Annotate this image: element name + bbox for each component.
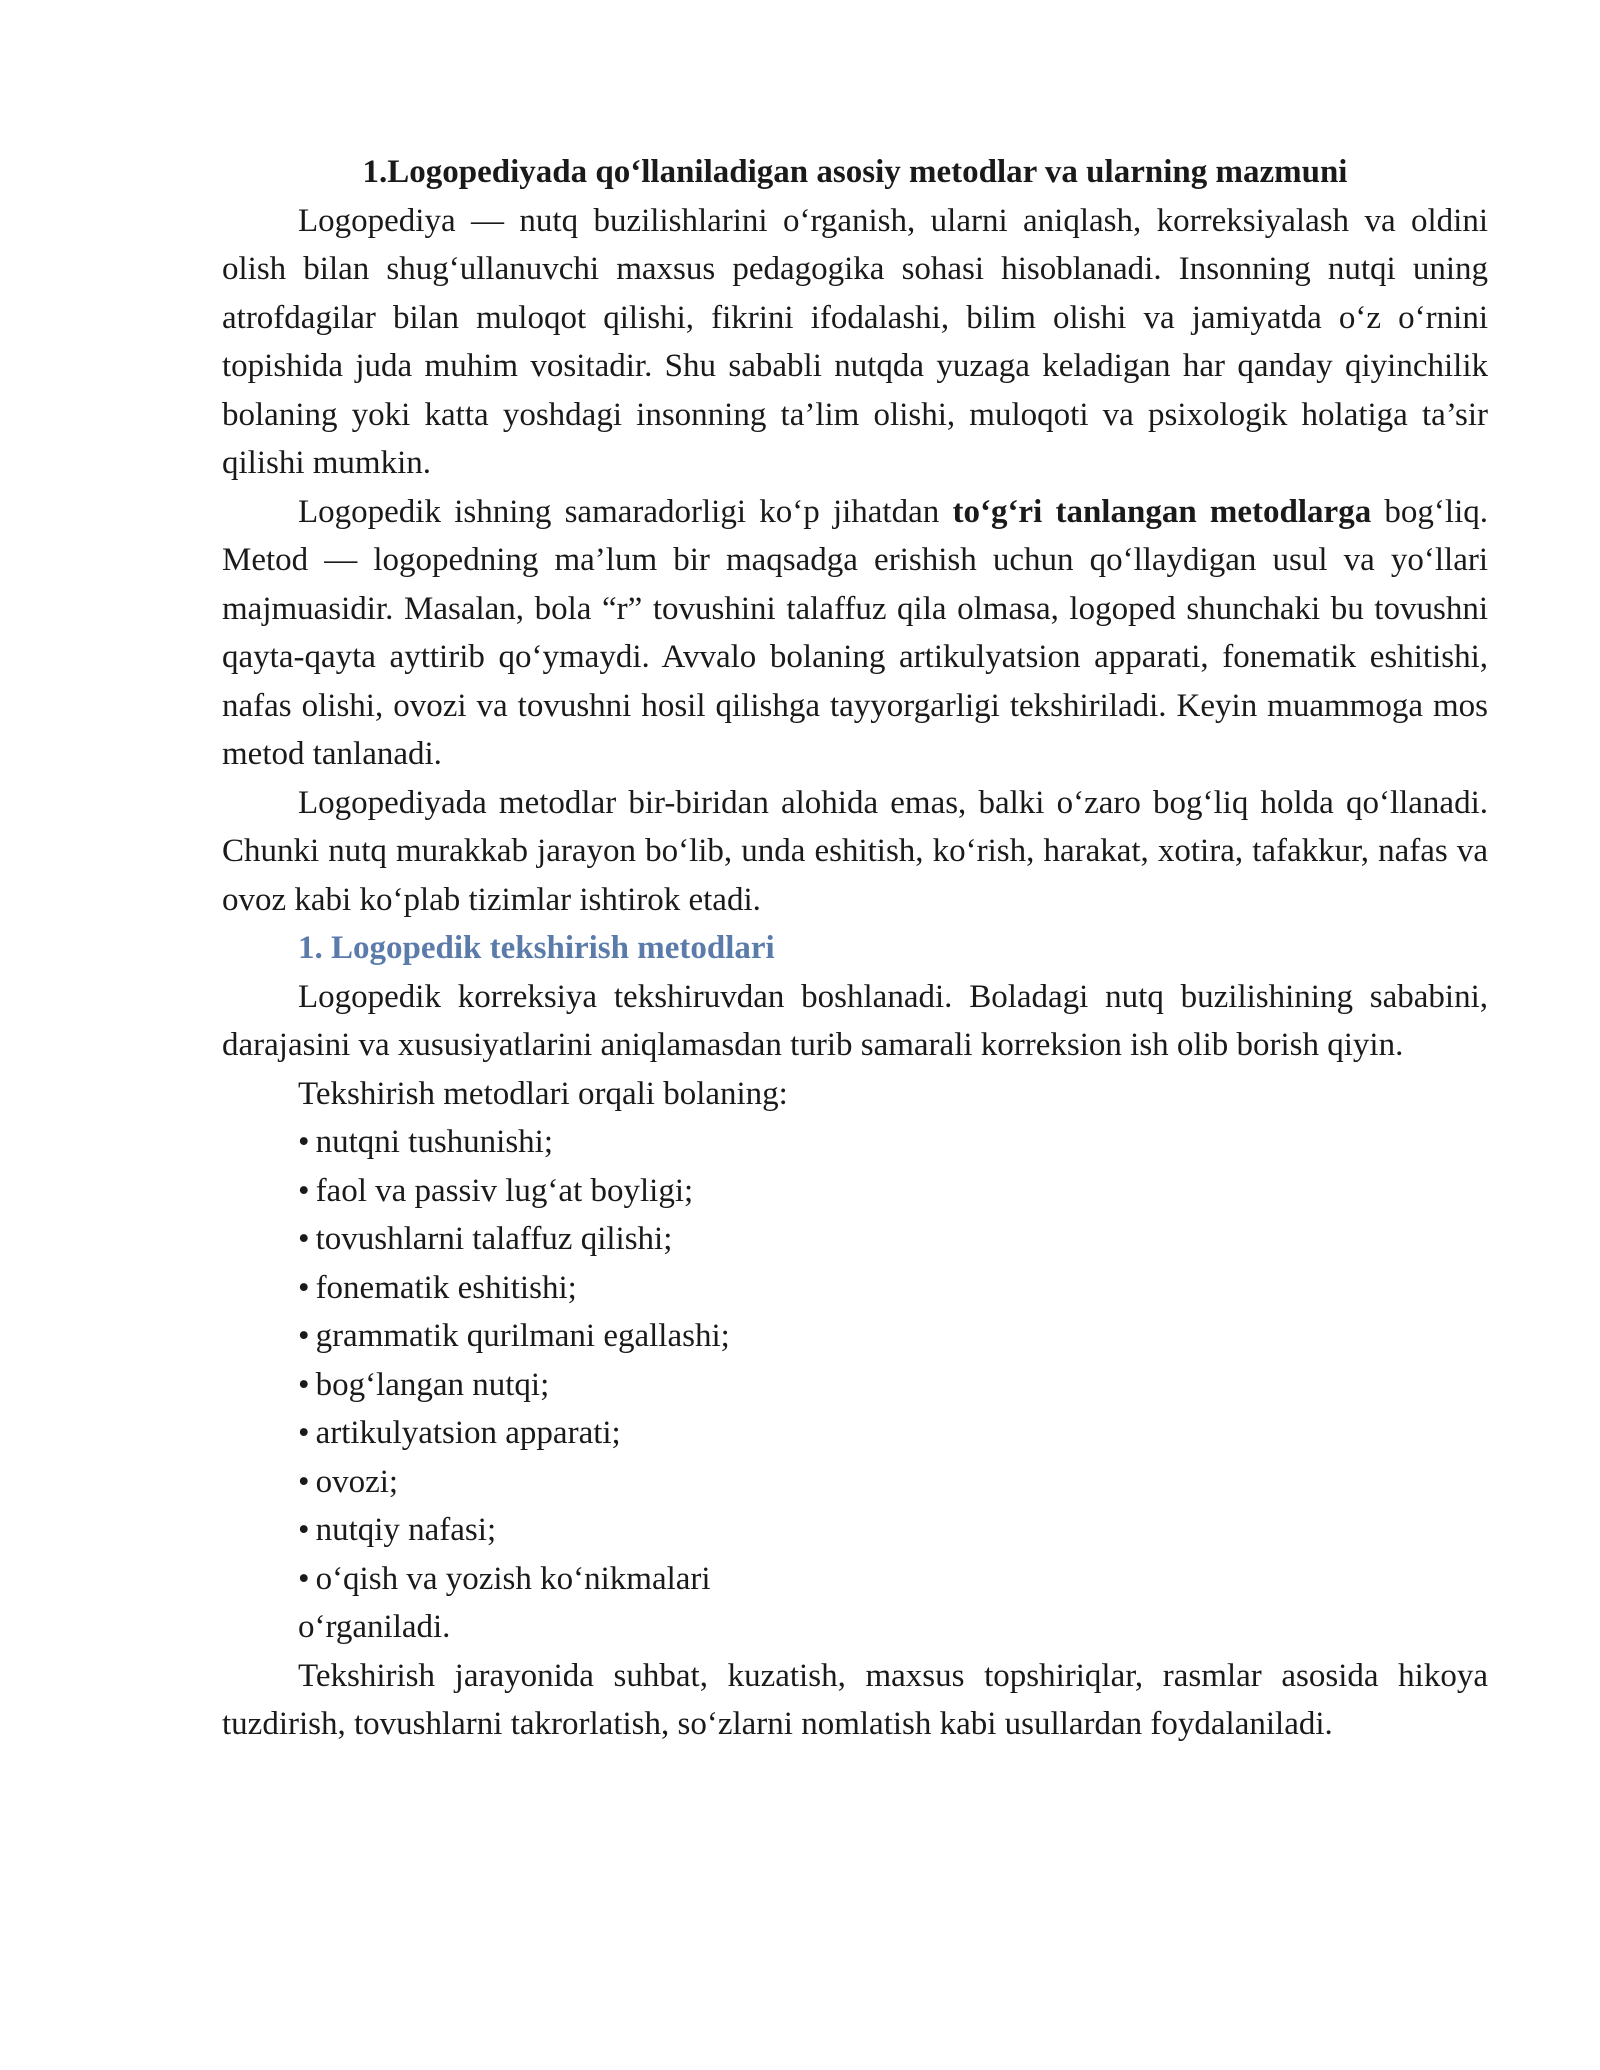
list-item: • ovozi; xyxy=(298,1458,1488,1507)
bold-phrase: to‘g‘ri tanlangan metodlarga xyxy=(952,493,1372,530)
list-item: • tovushlarni talaffuz qilishi; xyxy=(298,1215,1488,1264)
paragraph-examination: Logopedik korreksiya tekshiruvdan boshlanadi. Boladagi nutq buzilishining sababini, darajasini va xususiyatlarini aniqlamasdan turib samarali korreksion ish olib borish qiyin. xyxy=(222,978,1488,1063)
list-item: • grammatik qurilmani egallashi; xyxy=(298,1312,1488,1361)
paragraph-intro: Logopediya — nutq buzilishlarini o‘rganish, ularni aniqlash, korreksiyalash va oldini olish bilan shug‘ullanuvchi maxsus pedagogika sohasi hisoblanadi. Insonning nutqi uning atrofdagilar bilan muloqot qilishi, fikrini ifodalashi, bilim olishi va jamiyatda o‘z o‘rnini topishida juda muhim vositadir. Shu sababli nutqda yuzaga keladigan har qanday qiyinchilik bolaning yoki katta yoshdagi insonning ta’lim olishi, muloqoti va psixologik holatiga ta’sir qilishi mumkin. xyxy=(222,202,1488,481)
list-item: • artikulyatsion apparati; xyxy=(298,1409,1488,1458)
examination-list xyxy=(222,1118,1488,1603)
list-item: • nutqiy nafasi; xyxy=(298,1506,1488,1555)
document-page xyxy=(222,148,1488,1749)
document-title: 1.Logopediyada qo‘llaniladigan asosiy metodlar va ularning mazmuni xyxy=(362,154,1348,190)
list-outro: o‘rganiladi. xyxy=(298,1609,451,1645)
list-item: • nutqni tushunishi; xyxy=(298,1118,1488,1167)
list-item: • bog‘langan nutqi; xyxy=(298,1361,1488,1410)
paragraph-text-before: Logopedik ishning samaradorligi ko‘p jihatdan xyxy=(298,493,953,530)
section-heading: 1. Logopedik tekshirish metodlari xyxy=(298,930,775,966)
list-item: • o‘qish va yozish ko‘nikmalari xyxy=(298,1555,1488,1604)
paragraph-method-effectiveness xyxy=(222,488,1488,779)
list-item: • fonematik eshitishi; xyxy=(298,1264,1488,1313)
paragraph-examination-techniques: Tekshirish jarayonida suhbat, kuzatish, maxsus topshiriqlar, rasmlar asosida hikoya tuzdirish, tovushlarni takrorlatish, so‘zlarni nomlatish kabi usullardan foydalaniladi. xyxy=(222,1657,1488,1742)
list-intro: Tekshirish metodlari orqali bolaning: xyxy=(298,1075,788,1112)
list-item: • faol va passiv lug‘at boyligi; xyxy=(298,1167,1488,1216)
paragraph-methods-interrelated: Logopediyada metodlar bir-biridan alohida emas, balki o‘zaro bog‘liq holda qo‘llanadi. Chunki nutq murakkab jarayon bo‘lib, unda eshitish, ko‘rish, harakat, xotira, tafakkur, nafas va ovoz kabi ko‘plab tizimlar ishtirok etadi. xyxy=(222,784,1488,918)
paragraph-text-after: bog‘liq. Metod — logopedning ma’lum bir maqsadga erishish uchun qo‘llaydigan usul va yo‘llari majmuasidir. Masalan, bola “r” tovushini talaffuz qila olmasa, logoped shunchaki bu tovushni qayta-qayta ayttirib qo‘ymaydi. Avvalo bolaning artikulyatsion apparati, fonematik eshitishi, nafas olishi, ovozi va tovushni hosil qilishga tayyorgarligi tekshiriladi. Keyin muammoga mos metod tanlanadi. xyxy=(222,493,1488,772)
